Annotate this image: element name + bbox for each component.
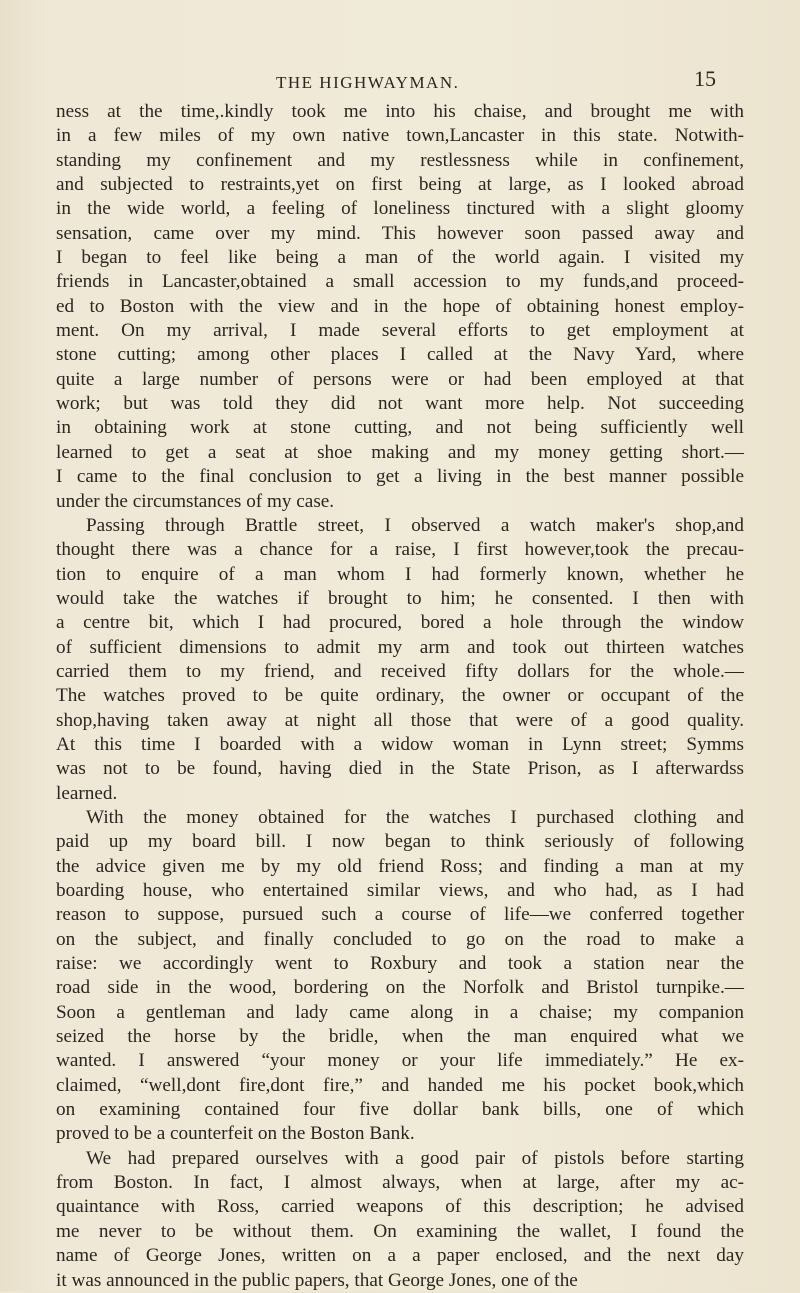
text-line: boarding house, who entertained similar views, and who had, as I had [56, 880, 744, 901]
text-line: At this time I boarded with a widow woman in Lynn street; Symms [56, 733, 744, 755]
text-line: ness at the time,.kindly took me into his chaise, and brought me with [56, 101, 744, 122]
text-line: shop,having taken away at night all those that were of a good quality. [56, 709, 744, 731]
text-line: was not to be found, having died in the State Prison, as I afterwardss [56, 758, 744, 780]
text-line: on examining contained four five dollar bank bills, one of which [56, 1099, 744, 1121]
text-line: Soon a gentleman and lady came along in a chaise; my companion [56, 1001, 744, 1023]
text-line: claimed, “well,dont fire,dont fire,” and handed me his pocket book,which [56, 1074, 744, 1096]
text-line: seized the horse by the bridle, when the man enquired what we [56, 1026, 744, 1048]
text-line: paid up my board bill. I now began to think seriously of following [56, 831, 744, 853]
text-line: in obtaining work at stone cutting, and not being sufficiently well [56, 417, 744, 439]
running-head: THE HIGHWAYMAN. [276, 73, 460, 92]
text-line: learned to get a seat at shoe making and my money getting short.— [56, 441, 744, 463]
text-line: of sufficient dimensions to admit my arm and took out thirteen watches [56, 636, 744, 658]
text-line: tion to enquire of a man whom I had formerly known, whether he [56, 563, 744, 585]
text-line: I began to feel like being a man of the world again. I visited my [56, 247, 744, 269]
text-line: quite a large number of persons were or had been employed at that [56, 368, 744, 390]
text-line: We had prepared ourselves with a good pair of pistols before starting [86, 1147, 744, 1169]
text-line: wanted. I answered “your money or your life immediately.” He ex- [56, 1050, 744, 1072]
text-line: stone cutting; among other places I called at the Navy Yard, where [56, 344, 744, 366]
text-line: thought there was a chance for a raise, I first however,took the precau- [56, 539, 744, 561]
text-line: name of George Jones, written on a a paper enclosed, and the next day [56, 1245, 744, 1267]
text-line: reason to suppose, pursued such a course of life—we conferred together [56, 904, 744, 926]
text-line: and subjected to restraints,yet on first being at large, as I looked abroad [56, 174, 744, 196]
text-line: Passing through Brattle street, I observed a watch maker's shop,and [86, 514, 744, 536]
text-line: in a few miles of my own native town,Lancaster in this state. Notwith- [56, 125, 744, 147]
text-line: learned. [56, 782, 118, 804]
text-line: standing my confinement and my restlessness while in confinement, [56, 149, 744, 171]
text-line: on the subject, and finally concluded to go on the road to make a [56, 928, 744, 950]
page-number: 15 [694, 66, 716, 91]
text-line: carried them to my friend, and received fifty dollars for the whole.— [56, 660, 744, 682]
text-line: proved to be a counterfeit on the Boston Bank. [56, 1123, 415, 1145]
text-line: ment. On my arrival, I made several efforts to get employment at [56, 320, 744, 342]
text-line: With the money obtained for the watches I purchased clothing and [86, 806, 744, 828]
text-line: friends in Lancaster,obtained a small accession to my funds,and proceed- [56, 271, 744, 293]
text-line: I came to the final conclusion to get a living in the best manner possible [56, 466, 744, 488]
text-line: under the circumstances of my case. [56, 490, 335, 512]
text-line: the advice given me by my old friend Ross; and finding a man at my [56, 855, 744, 877]
text-line: ed to Boston with the view and in the hope of obtaining honest employ- [56, 295, 744, 317]
text-line: raise: we accordingly went to Roxbury and took a station near the [56, 953, 744, 975]
text-line: sensation, came over my mind. This however soon passed away and [56, 222, 744, 244]
body-text [56, 100, 744, 1293]
text-line: me never to be without them. On examining the wallet, I found the [56, 1220, 744, 1242]
text-line: a centre bit, which I had procured, bored a hole through the window [56, 612, 744, 634]
text-line: quaintance with Ross, carried weapons of this description; he advised [56, 1196, 744, 1218]
text-line: would take the watches if brought to him; he consented. I then with [56, 587, 744, 609]
text-line: The watches proved to be quite ordinary, the owner or occupant of the [56, 685, 744, 707]
text-line: in the wide world, a feeling of loneliness tinctured with a slight gloomy [56, 198, 744, 220]
text-line: work; but was told they did not want more help. Not succeeding [56, 393, 744, 415]
text-line: road side in the wood, bordering on the Norfolk and Bristol turnpike.— [56, 977, 744, 999]
text-line: from Boston. In fact, I almost always, when at large, after my ac- [56, 1172, 744, 1194]
text-line: it was announced in the public papers, that George Jones, one of the [56, 1269, 578, 1291]
